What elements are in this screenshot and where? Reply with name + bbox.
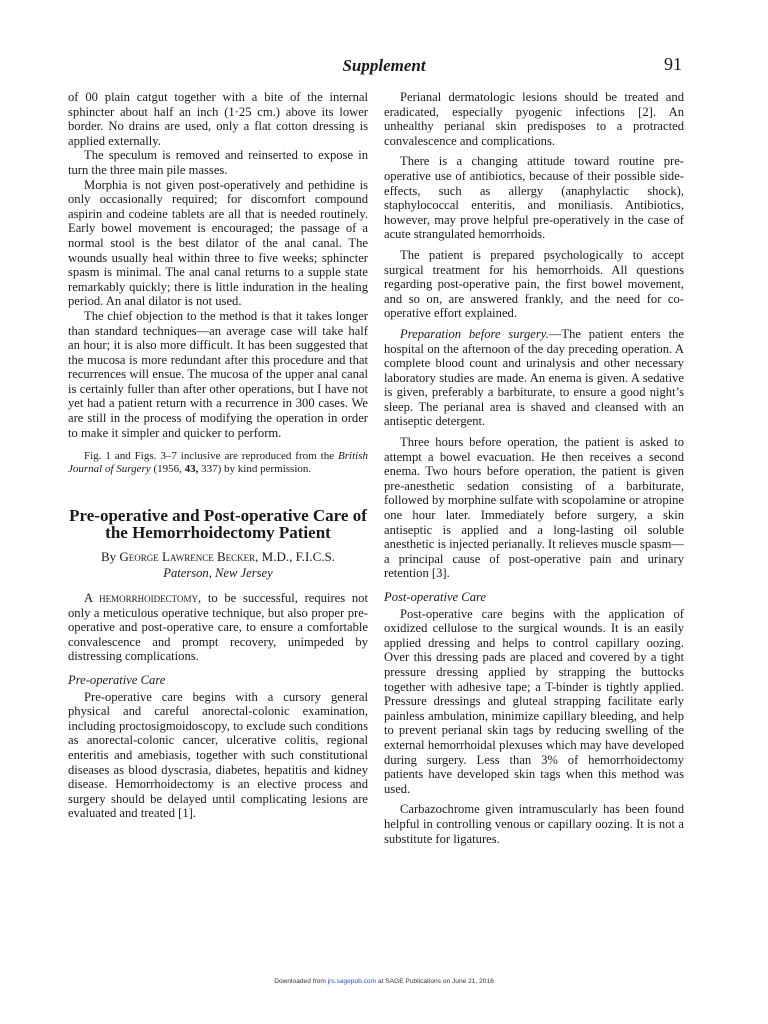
abstract-text: to be successful, requires not only a meticulous operative technique, but also proper pre-operative and post-operative care, to ensure a comfortable convalescence and prompt recovery, unimpeded by distressing complications. (68, 591, 368, 664)
section-heading-preop: Pre-operative Care (68, 673, 166, 687)
paragraph: Perianal dermatologic lesions should be treated and eradicated, especially pyogenic infections [2]. An unhealthy perianal skin predisposes to a protracted convalescence and complications. (384, 90, 684, 148)
fig-note-text: Fig. 1 and Figs. 3–7 inclusive are reproduced from the (84, 450, 339, 463)
paragraph: Post-operative care begins with the application of oxidized cellulose to the surgical wounds. It is an easily applied dressing and helps to control capillary oozing. Over this dressing pads are placed and covered by a tight pressure dressing applied by strapping the buttocks together with adhesive tape; a T-binder is tightly applied. Pressure dressings and gluteal strapping facilitate early painless ambulation, minimize capillary bleeding, and help to prevent perianal skin tags by reducing swelling of the external hemorrhoidal plexuses which may have developed during surgery. Less than 3% of hemorrhoidectomy patients have developed skin tags when this method was used. (384, 606, 684, 796)
author-location: Paterson, New Jersey (163, 566, 273, 581)
right-column (384, 90, 684, 846)
abstract-lead: A hemorrhoidectomy, (84, 591, 202, 606)
page-header (0, 56, 768, 80)
paragraph: of 00 plain catgut together with a bite of the internal sphincter about half an inch (1·25 cm.) above its lower border. No drains are used, only a flat cotton dressing is applied externally. (68, 90, 368, 148)
paragraph: The speculum is removed and reinserted to expose in turn the three main pile masses. (68, 148, 368, 177)
journal-volume: 43, (184, 462, 199, 475)
journal-name: British Journal of Surgery (68, 450, 368, 475)
paragraph: Three hours before operation, the patient is asked to attempt a bowel evacuation. He then receives a second enema. Two hours before operation, the patient is given pre-anesthetic sedation consisting of a barbiturate, followed by morphine sulfate with scopolamine or atropine one hour later. Immediately before surgery, a skin antiseptic is applied and a long-lasting oil soluble anesthetic is injected perianally. It relieves muscle spasm—a principal cause of post-operative pain and urinary retention [3]. (384, 435, 684, 581)
paragraph-text: —The patient enters the hospital on the afternoon of the day preceding operation. A complete blood count and urinalysis and other necessary laboratory studies are made. An enema is given. A sedative is given, preferably a barbiturate, to ensure a good night’s sleep. The perianal area is shaved and cleansed with an antiseptic detergent. (384, 326, 684, 429)
paragraph: There is a changing attitude toward routine pre-operative use of antibiotics, because of their possible side-effects, such as allergy (anaphylactic shock), staphylococcal enteritis, and moniliasis. Antibiotics, however, may prove helpful pre-operatively in the case of acute strangulated hemorrhoids. (384, 154, 684, 242)
paragraph: Carbazochrome given intramuscularly has been found helpful in controlling venous or capillary oozing. It is not a substitute for ligatures. (384, 802, 684, 846)
left-column (68, 90, 368, 821)
paragraph-preparation (384, 327, 684, 429)
article-title: Pre-operative and Post-operative Care of the Hemorrhoidectomy Patient (69, 506, 367, 543)
page-number: 91 (664, 54, 682, 74)
section-heading-postop: Post-operative Care (384, 590, 487, 604)
running-head: Supplement (342, 56, 426, 75)
paragraph: The chief objection to the method is that it takes longer than standard techniques—an average case will take half an hour; it is also more difficult. It has been suggested that the mucosa is more redundant after this procedure and that recurrences will ensue. The mucosa of the upper anal canal is certainly fuller than after other operations, but I have not yet had a patient return with a recurrence in 300 cases. We are still in the process of modifying the operation in order to make it simpler and quicker to perform. (68, 308, 368, 440)
figure-credit-note (68, 450, 368, 475)
download-footer (0, 978, 768, 985)
paragraph: Pre-operative care begins with a cursory general physical and careful anorectal-colonic examination, including proctosigmoidoscopy, to exclude such conditions as anorectal-colonic cancer, ulcerative colitis, regional enteritis and amebiasis, together with such constitutional diseases as blood dyscrasia, diabetes, hepatitis and kidney disease. Hemorrhoidectomy is an elective process and surgery should be delayed until complicating lesions are evaluated and treated [1]. (68, 689, 368, 821)
footer-link[interactable]: jrs.sagepub.com (327, 978, 377, 985)
run-in-heading: Preparation before surgery. (400, 326, 549, 341)
fig-note-text: (1956, (150, 462, 185, 475)
author-name: George Lawrence Becker, (119, 549, 259, 565)
byline (68, 549, 368, 564)
fig-note-text: 337) by kind permission. (198, 462, 312, 475)
footer-text: Downloaded from (274, 978, 328, 985)
abstract (68, 591, 368, 664)
byline-prefix: By (100, 549, 120, 565)
paragraph: Morphia is not given post-operatively and pethidine is only occasionally required; for discomfort compound aspirin and codeine tablets are all that is needed routinely. Early bowel movement is encouraged; the passage of a normal stool is the best dilator of the anal canal. The wounds usually heal within three to five weeks; sphincter spasm is minimal. The anal canal returns to a supple state remarkably quickly; there is little induration in the healing period. An anal dilator is not used. (68, 177, 368, 309)
paragraph: The patient is prepared psychologically to accept surgical treatment for his hemorrhoids. All questions regarding post-operative pain, the first bowel movement, and so on, are answered frankly, and the need for co-operative effort explained. (384, 247, 684, 321)
footer-text: at SAGE Publications on June 21, 2016 (376, 978, 494, 985)
author-degrees: M.D., F.I.C.S. (258, 549, 336, 565)
